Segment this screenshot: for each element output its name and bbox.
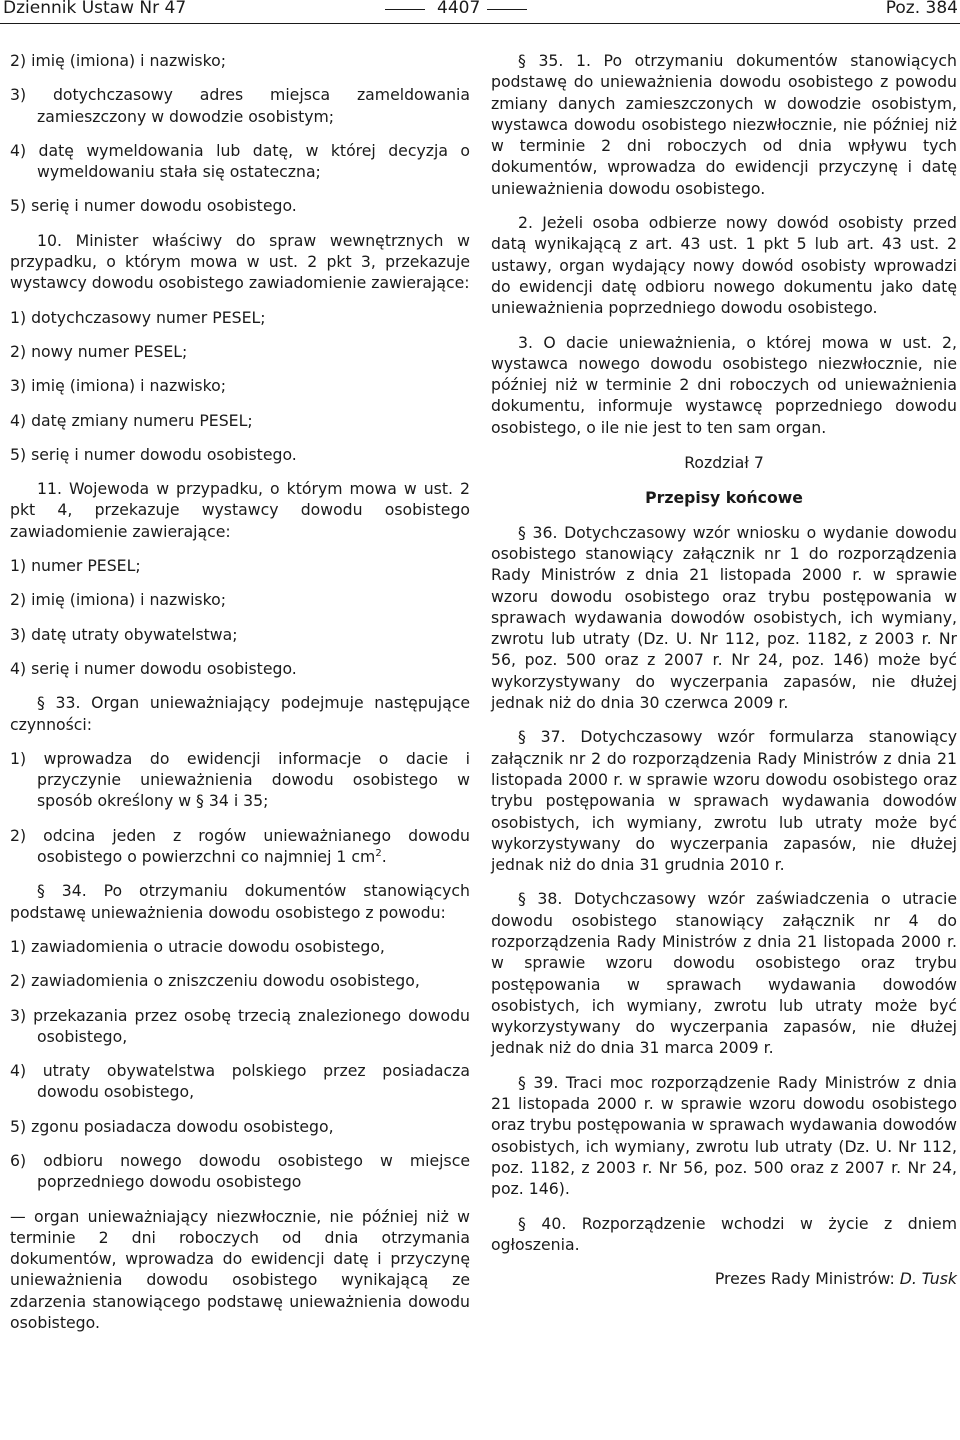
list-item: 2) nowy numer PESEL; (10, 341, 188, 361)
paragraph: 11. Wojewoda w przypadku, o którym mowa w ust. 2 pkt 4, przekazuje wystawcy dowodu osobistego zawiadomienie zawierające: (10, 479, 470, 541)
list-item: 2) zawiadomienia o zniszczeniu dowodu osobistego, (10, 971, 420, 991)
list-item: 1) dotychczasowy numer PESEL; (10, 307, 266, 327)
header-dash-left (385, 9, 425, 10)
signature (491, 1268, 957, 1289)
list-item: 6) odbioru nowego dowodu osobistego w miejsce poprzedniego dowodu osobistego (10, 1150, 470, 1192)
list-item: 2) imię (imiona) i nazwisko; (10, 590, 227, 610)
chapter-heading: Rozdział 7 (684, 453, 764, 473)
list-item: 3) datę utraty obywatelstwa; (10, 624, 238, 644)
paragraph: § 35. 1. Po otrzymaniu dokumentów stanowiących podstawę do unieważnienia dowodu osobistego z powodu zmiany danych zamieszczonych w dowodzie osobistym, wystawca dowodu osobistego niezwłocznie, nie później niż w terminie 2 dni roboczych od dnia wpływu tych dokumentów, wprowadza do ewidencji przyczynę i datę unieważnienia dowodu osobistego. (491, 51, 957, 198)
list-item: 3) dotychczasowy adres miejsca zameldowania zamieszczony w dowodzie osobistym; (10, 85, 470, 126)
list-item: 1) wprowadza do ewidencji informacje o dacie i przyczynie unieważnienia dowodu osobistego w sposób określony w § 34 i 35; (10, 748, 470, 811)
list-item: 1) numer PESEL; (10, 556, 141, 576)
list-item: 4) datę zmiany numeru PESEL; (10, 410, 253, 430)
position-number: Poz. 384 (885, 0, 958, 18)
paragraph: § 38. Dotychczasowy wzór zaświadczenia o utracie dowodu osobistego stanowiący załącznik nr 4 do rozporządzenia Rady Ministrów z dnia 21 listopada 2000 r. w sprawie wzoru dowodu osobistego oraz trybu postępowania w sprawach wydawania dowodów osobistych, ich wymiany, zwrotu lub utraty może być wykorzystywany do wyczerpania zapasów, nie dłużej jednak niż do dnia 31 marca 2009 r. (491, 889, 957, 1058)
list-item: 2) odcina jeden z rogów unieważnianego dowodu osobistego o powierzchni co najmniej 1 $cm^2$. (10, 825, 470, 867)
list-item: 5) serię i numer dowodu osobistego. (10, 444, 297, 464)
list-item: 3) imię (imiona) i nazwisko; (10, 376, 227, 396)
paragraph: § 40. Rozporządzenie wchodzi w życie z dniem ogłoszenia. (491, 1213, 957, 1254)
paragraph: § 36. Dotychczasowy wzór wniosku o wydanie dowodu osobistego stanowiący załącznik nr 1 do rozporządzenia Rady Ministrów z dnia 21 listopada 2000 r. w sprawie wzoru dowodu osobistego oraz trybu postępowania w sprawach wydawania dowodów osobistych, ich wymiany, zwrotu lub utraty (Dz. U. Nr 112, poz. 1182, z 2003 r. Nr 56, poz. 500 oraz z 2007 r. Nr 24, poz. 146) może być wykorzystywany do wyczerpania zapasów, nie dłużej jednak niż do dnia 30 czerwca 2009 r. (491, 522, 957, 713)
page-number: 4407 (437, 0, 481, 18)
list-item: 5) serię i numer dowodu osobistego. (10, 196, 297, 216)
list-item: 5) zgonu posiadacza dowodu osobistego, (10, 1116, 334, 1136)
signature-title: Prezes Rady Ministrów: (714, 1269, 900, 1289)
page-header (0, 0, 960, 24)
paragraph: 10. Minister właściwy do spraw wewnętrznych w przypadku, o którym mowa w ust. 2 pkt 3, przekazuje wystawcy dowodu osobistego zawiadomienie zawierające: (10, 230, 470, 293)
list-item: 4) utraty obywatelstwa polskiego przez posiadacza dowodu osobistego, (10, 1061, 470, 1102)
signature-name: D. Tusk (899, 1269, 957, 1289)
list-item: 4) serię i numer dowodu osobistego. (10, 658, 297, 678)
left-column (10, 50, 470, 1346)
paragraph: § 33. Organ unieważniający podejmuje następujące czynności: (10, 693, 470, 734)
list-item: 3) przekazania przez osobę trzecią znalezionego dowodu osobistego, (10, 1005, 470, 1046)
list-item: 4) datę wymeldowania lub datę, w której decyzja o wymeldowaniu stała się ostateczna; (10, 140, 470, 182)
punctuation: . (381, 847, 387, 867)
right-column (491, 50, 957, 1302)
superscript: 2 (375, 847, 382, 859)
list-item: 2) imię (imiona) i nazwisko; (10, 51, 227, 70)
list-item: 1) zawiadomienia o utracie dowodu osobistego, (10, 936, 385, 956)
section-title: Przepisy końcowe (645, 488, 803, 508)
paragraph: § 34. Po otrzymaniu dokumentów stanowiących podstawę unieważnienia dowodu osobistego z powodu: (10, 881, 470, 922)
paragraph: — organ unieważniający niezwłocznie, nie później niż w terminie 2 dni roboczych od dnia otrzymania dokumentów, wprowadza do ewidencji datę i przyczynę unieważnienia dowodu osobistego wynikającą ze zdarzenia stanowiącego podstawę unieważnienia dowodu osobistego. (10, 1206, 470, 1333)
paragraph: § 39. Traci moc rozporządzenie Rady Ministrów z dnia 21 listopada 2000 r. w sprawie wzoru dowodu osobistego oraz trybu postępowania w sprawach wydawania dowodów osobistych, ich wymiany, zwrotu lub utraty (Dz. U. Nr 112, poz. 1182, z 2003 r. Nr 56, poz. 500 oraz z 2007 r. Nr 24, poz. 146). (491, 1072, 957, 1199)
header-rule (0, 23, 960, 24)
journal-title: Dziennik Ustaw Nr 47 (3, 0, 187, 18)
paragraph: 2. Jeżeli osoba odbierze nowy dowód osobisty przed datą wynikającą z art. 43 ust. 1 pkt 5 lub art. 43 ust. 2 ustawy, organ wydający nowy dowód osobisty wprowadzi do ewidencji datę odbioru nowego dokumentu jako datę unieważnienia poprzedniego dowodu osobistego. (491, 213, 957, 318)
paragraph: 3. O dacie unieważnienia, o której mowa w ust. 2, wystawca nowego dowodu osobistego niezwłocznie, nie później niż w terminie 2 dni roboczych od unieważnienia dokumentu, informuje wystawcę poprzedniego dowodu osobistego, o ile nie jest to ten sam organ. (491, 332, 957, 437)
paragraph: § 37. Dotychczasowy wzór formularza stanowiący załącznik nr 2 do rozporządzenia Rady Ministrów z dnia 21 listopada 2000 r. w sprawie wzoru dowodu osobistego oraz trybu postępowania w sprawach wydawania dowodów osobistych, ich wymiany, zwrotu lub utraty może być wykorzystywany do wyczerpania zapasów, nie dłużej jednak niż do dnia 31 grudnia 2010 r. (491, 727, 957, 875)
header-dash-right (487, 9, 527, 10)
